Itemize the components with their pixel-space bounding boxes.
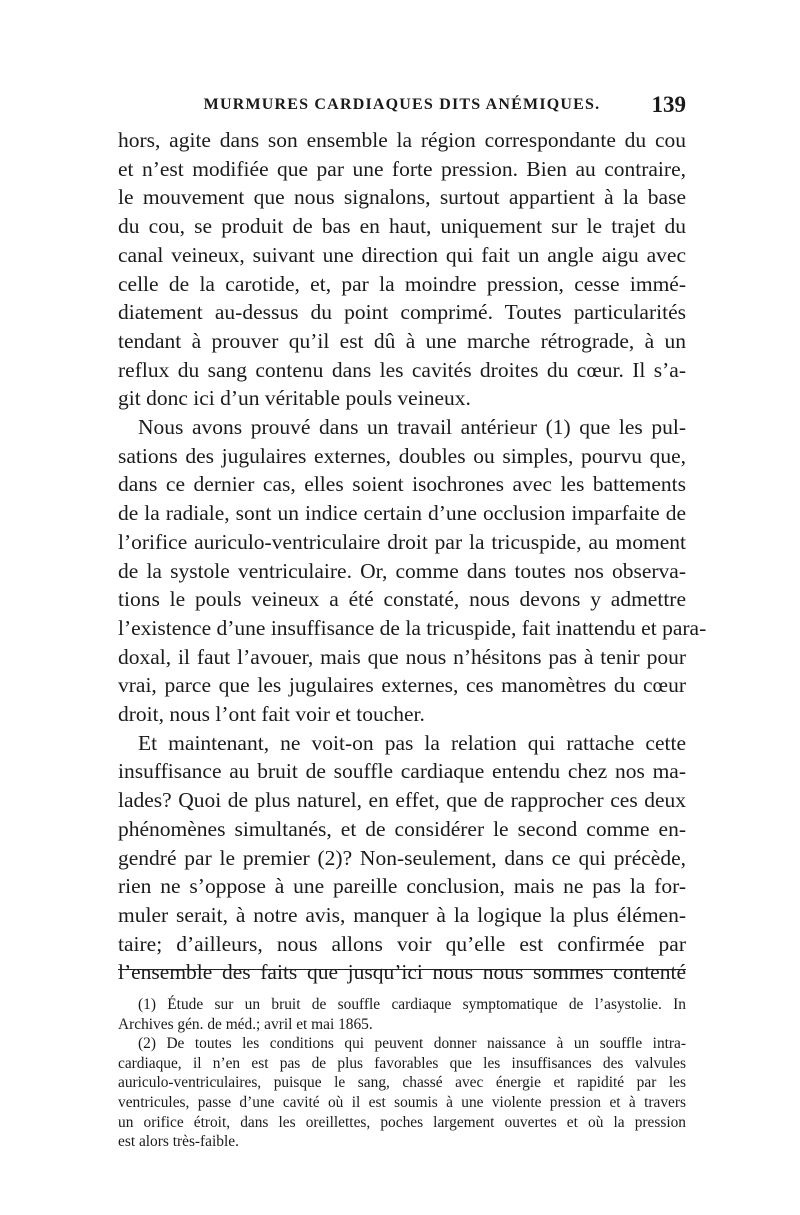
footnote-line: (1) Étude sur un bruit de souffle cardiaque symptomatique de l’asystolie. In <box>138 996 686 1013</box>
page-header <box>118 92 686 122</box>
body-line: l’orifice auriculo-ventriculaire droit par la tricuspide, au moment <box>118 529 686 554</box>
body-line: celle de la carotide, et, par la moindre pression, cesse immé- <box>118 271 686 296</box>
body-line: doxal, il faut l’avouer, mais que nous n’hésitons pas à tenir pour <box>118 644 686 669</box>
body-line: taire; d’ailleurs, nous allons voir qu’elle est confirmée par <box>118 931 686 956</box>
footnote-line: cardiaque, il n’en est pas de plus favorables que les insuffisances des valvules <box>118 1054 686 1072</box>
footnote-line: ventricules, passe d’une cavité où il est soumis à une violente pression et à travers <box>118 1093 686 1111</box>
body-line: Nous avons prouvé dans un travail antérieur (1) que les pul- <box>138 415 686 440</box>
body-line: gendré par le premier (2)? Non-seulement, dans ce qui précède, <box>118 845 686 870</box>
body-line: sations des jugulaires externes, doubles ou simples, pourvu que, <box>118 443 686 468</box>
body-line: du cou, se produit de bas en haut, uniquement sur le trajet du <box>118 214 686 239</box>
body-line: dans ce dernier cas, elles soient isochrones avec les battements <box>118 472 686 497</box>
body-line: reflux du sang contenu dans les cavités droites du cœur. Il s’a- <box>118 357 686 382</box>
body-line: hors, agite dans son ensemble la région correspondante du cou <box>118 128 686 152</box>
body-line: git donc ici d’un véritable pouls veineux. <box>118 386 471 411</box>
body-line: l’existence d’une insuffisance de la tricuspide, fait inattendu et para- <box>118 615 707 640</box>
body-line: le mouvement que nous signalons, surtout appartient à la base <box>118 185 686 210</box>
body-line: de la systole ventriculaire. Or, comme dans toutes nos observa- <box>118 558 686 583</box>
body-line: muler serait, à notre avis, manquer à la logique la plus élémen- <box>118 902 686 927</box>
body-line: tendant à prouver qu’il est dû à une marche rétrograde, à un <box>118 328 686 353</box>
body-line: de la radiale, sont un indice certain d’une occlusion imparfaite de <box>118 501 686 526</box>
footnote-line: un orifice étroit, dans les oreillettes, poches largement ouvertes et où la pression <box>118 1113 686 1131</box>
body-line: rien ne s’oppose à une pareille conclusion, mais ne pas la for- <box>118 874 686 899</box>
page-number: 139 <box>651 92 686 117</box>
footnote-line: auriculo-ventriculaires, puisque le sang, chassé avec énergie et rapidité par les <box>118 1074 686 1092</box>
running-head: MURMURES CARDIAQUES DITS ANÉMIQUES. <box>203 96 601 113</box>
body-line: droit, nous l’ont fait voir et toucher. <box>118 702 425 727</box>
body-line: diatement au-dessus du point comprimé. Toutes particularités <box>118 300 686 325</box>
body-line: lades? Quoi de plus naturel, en effet, que de rapprocher ces deux <box>118 788 686 813</box>
body-line: l’ensemble des faits que jusqu’ici nous nous sommes contenté <box>118 960 686 985</box>
body-text <box>118 126 707 987</box>
body-line: vrai, parce que les jugulaires externes, ces manomètres du cœur <box>118 673 686 698</box>
footnote-divider <box>118 969 686 970</box>
body-line: canal veineux, suivant une direction qui fait un angle aigu avec <box>118 242 686 267</box>
body-line: phénomènes simultanés, et de considérer le second comme en- <box>118 816 686 841</box>
body-line: Et maintenant, ne voit-on pas la relation qui rattache cette <box>138 730 686 755</box>
footnote-line: Archives gén. de méd.; avril et mai 1865. <box>118 1015 373 1033</box>
footnote-line: est alors très-faible. <box>118 1133 239 1151</box>
body-line: tions le pouls veineux a été constaté, nous devons y admettre <box>118 587 686 612</box>
body-line: insuffisance au bruit de souffle cardiaque entendu chez nos ma- <box>118 759 686 784</box>
footnote-line: (2) De toutes les conditions qui peuvent donner naissance à un souffle intra- <box>138 1035 686 1053</box>
footnotes <box>118 995 686 1152</box>
body-line: et n’est modifiée que par une forte pression. Bien au contraire, <box>118 156 686 181</box>
